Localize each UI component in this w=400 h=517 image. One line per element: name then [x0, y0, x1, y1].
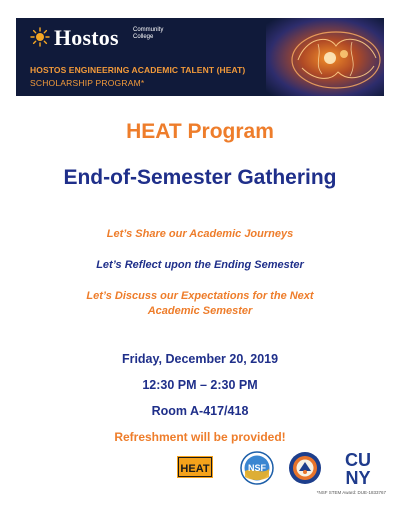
cuny-logo-bottom: NY: [345, 468, 371, 487]
event-date: Friday, December 20, 2019: [121, 352, 279, 366]
cuny-logo: [338, 449, 378, 487]
cuny-logo-top: CU: [345, 450, 371, 470]
page-title: HEAT Program: [126, 120, 274, 143]
program-type: SCHOLARSHIP PROGRAM*: [30, 78, 145, 88]
event-time: 12:30 PM – 2:30 PM: [142, 378, 258, 392]
agenda-item-share: Let’s Share our Academic Journeys: [106, 228, 294, 240]
college-name: Hostos: [54, 25, 119, 50]
program-name: HOSTOS ENGINEERING ACADEMIC TALENT (HEAT): [30, 65, 246, 75]
college-subtitle-line-2: College: [133, 34, 154, 40]
header-banner: [16, 18, 384, 96]
hostos-seal-logo: [288, 451, 322, 485]
college-subtitle-line-1: Community: [133, 27, 164, 33]
heat-logo-text: HEAT: [180, 463, 210, 475]
brain-icon: [278, 24, 384, 94]
nsf-logo: [240, 451, 274, 485]
heat-logo: [177, 456, 213, 478]
nsf-logo-text: NSF: [248, 463, 266, 473]
event-room: Room A-417/418: [151, 404, 249, 418]
nsf-award-footnote: *NSF STEM Award: DUE-1833767: [316, 490, 386, 495]
agenda-item-discuss: Let’s Discuss our Expectations for the Next Academic Semester: [86, 290, 314, 317]
event-title: End-of-Semester Gathering: [63, 166, 337, 189]
refreshment-note: Refreshment will be provided!: [114, 430, 286, 444]
sun-icon: [30, 27, 50, 47]
agenda-item-reflect: Let’s Reflect upon the Ending Semester: [96, 259, 304, 271]
college-subtitle: [133, 27, 163, 41]
